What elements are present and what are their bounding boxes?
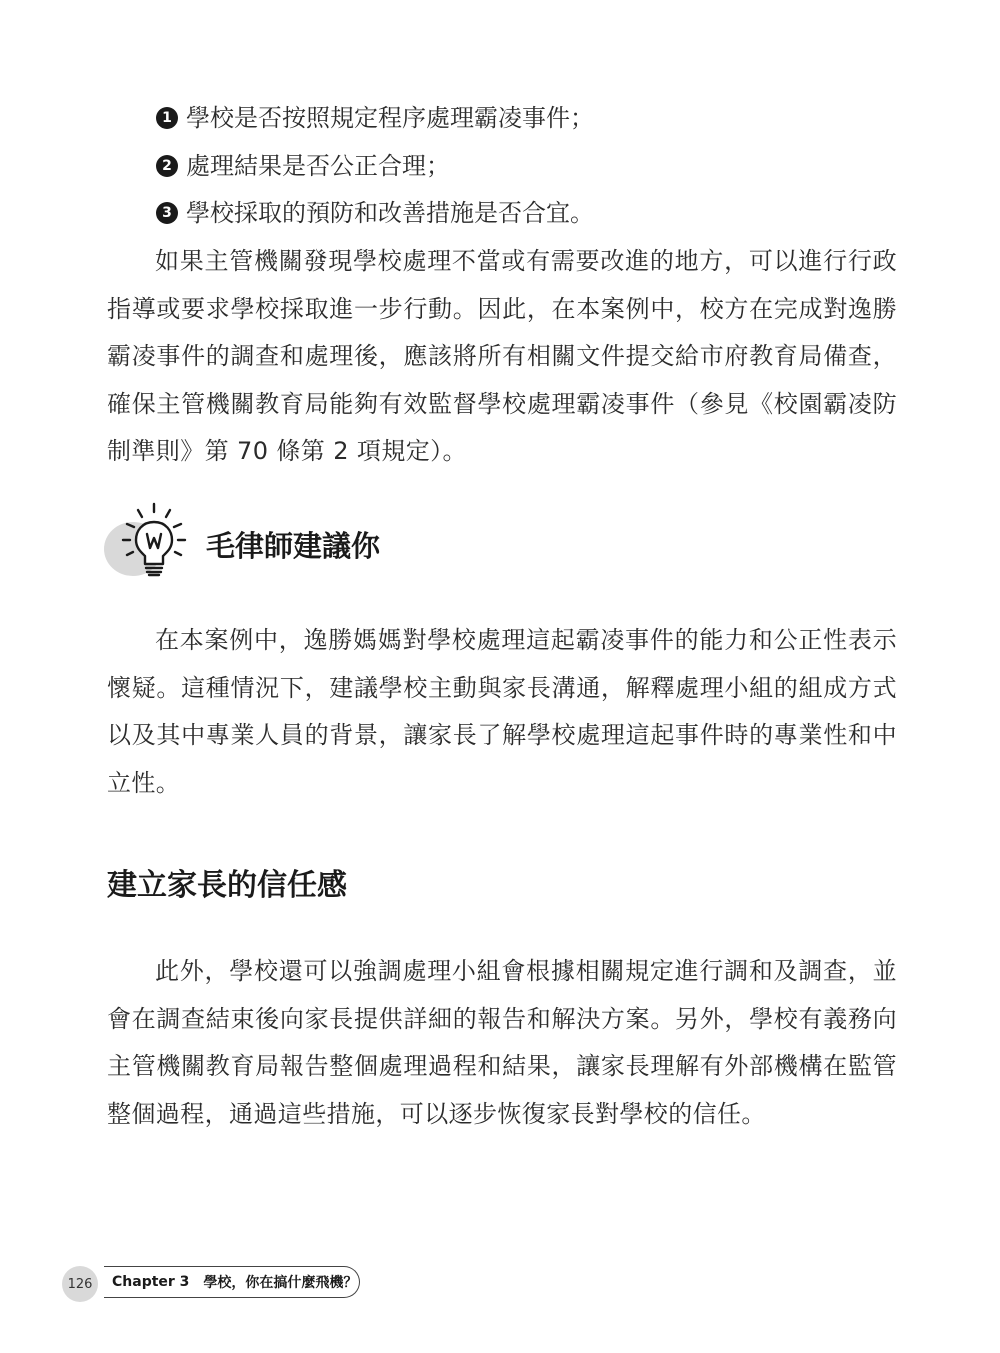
list-item [156, 197, 594, 229]
page-number: 126 [62, 1266, 98, 1302]
paragraph-advice: 在本案例中，逸勝媽媽對學校處理這起霸凌事件的能力和公正性表示懷疑。這種情況下，建議學校主動與家長溝通，解釋處理小組的組成方式以及其中專業人員的背景，讓家長了解學校處理這起事件時的專業性和中立性。 [107, 626, 897, 797]
advice-header [104, 498, 424, 582]
list-item-text: 學校是否按照規定程序處理霸凌事件； [186, 104, 594, 132]
paragraph-trust: 此外，學校還可以強調處理小組會根據相關規定進行調和及調查，並會在調查結束後向家長提供詳細的報告和解決方案。另外，學校有義務向主管機關教育局報告整個處理過程和結果，讓家長理解有外部機構在監管整個過程，通過這些措施，可以逐步恢復家長對學校的信任。 [107, 957, 897, 1128]
page-footer [62, 1262, 382, 1302]
lightbulb-icon [118, 498, 190, 582]
chapter-title: 學校，你在搞什麼飛機？ [203, 1275, 358, 1291]
number-badge: 2 [156, 155, 178, 177]
chapter-label: Chapter 3 [112, 1274, 190, 1290]
list-item-text: 學校採取的預防和改善措施是否合宜。 [186, 199, 594, 227]
number-badge: 1 [156, 107, 178, 129]
chapter-tab [104, 1266, 360, 1298]
advice-title: 毛律師建議你 [206, 529, 381, 563]
number-badge: 3 [156, 202, 178, 224]
paragraph-supervision: 如果主管機關發現學校處理不當或有需要改進的地方，可以進行行政指導或要求學校採取進一步行動。因此，在本案例中，校方在完成對逸勝霸凌事件的調查和處理後，應該將所有相關文件提交給市府教育局備查，確保主管機關教育局能夠有效監督學校處理霸凌事件（參見《校園霸凌防制準則》第 70 條第 2 項規定）。 [107, 247, 897, 465]
list-item-text: 處理結果是否公正合理； [186, 152, 450, 180]
section-title: 建立家長的信任感 [107, 868, 347, 903]
list-item [156, 102, 594, 134]
list-item [156, 150, 450, 182]
